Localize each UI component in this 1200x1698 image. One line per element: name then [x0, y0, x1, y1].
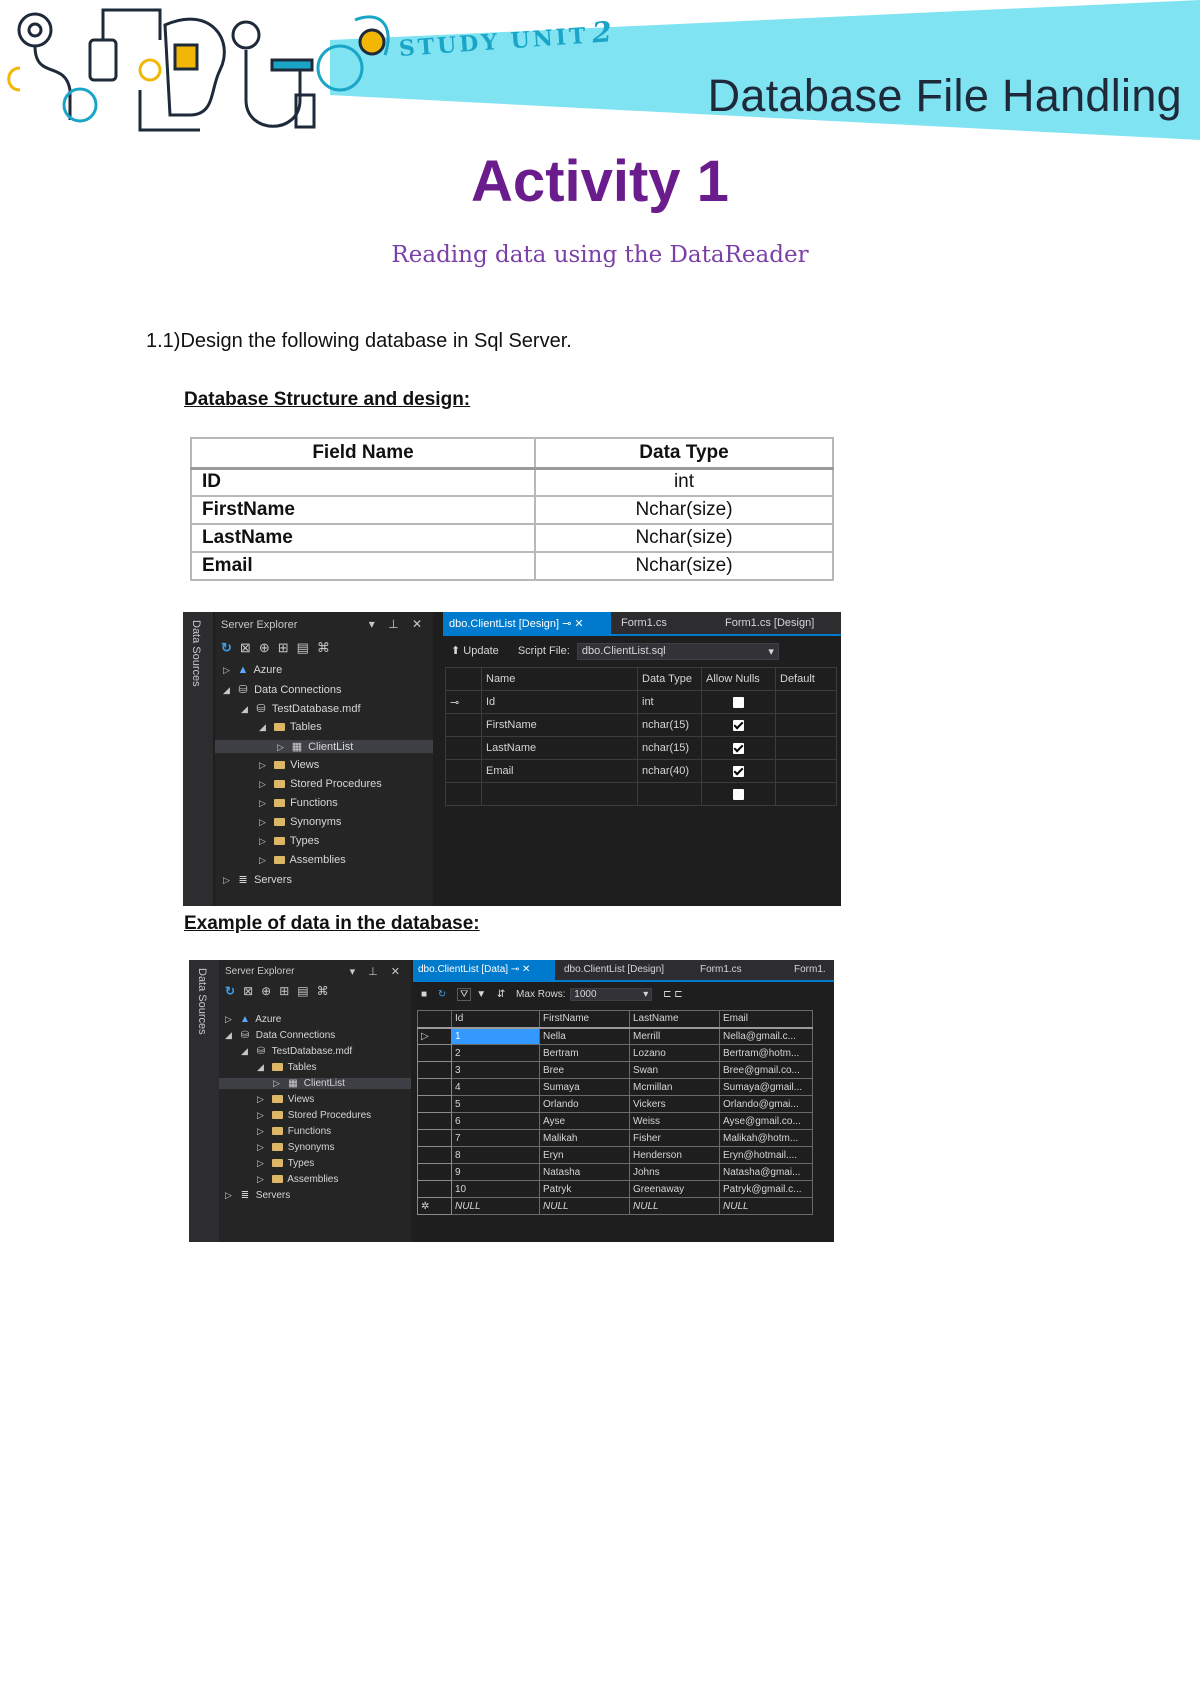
data-sources-label: Data Sources	[196, 968, 208, 1035]
study-unit-number: 2	[591, 14, 616, 50]
explorer-toolbar	[221, 640, 338, 656]
folder-icon	[272, 1175, 283, 1183]
properties-icon[interactable]: ⌘	[316, 984, 337, 998]
pin-close-icon[interactable]: ⊸ ✕	[510, 964, 531, 975]
chevron-down-icon: ▾	[643, 989, 649, 1000]
data-grid-header	[418, 1011, 813, 1028]
col-data-type: Data Type	[638, 668, 702, 691]
folder-icon	[274, 761, 285, 769]
tab-underline	[443, 634, 841, 636]
data-connections-icon: ⛁	[240, 1030, 250, 1041]
pin-close-icon[interactable]: ⊸ ✕	[562, 618, 584, 630]
col-allow-nulls: Allow Nulls	[702, 668, 776, 691]
study-unit-text: STUDY UNIT	[398, 22, 590, 63]
table-row[interactable]: 10 Patryk Greenaway Patryk@gmail.c...	[418, 1181, 813, 1198]
field-table-header-row	[191, 438, 833, 468]
new-row-icon[interactable]: ✲	[418, 1198, 452, 1215]
panel-controls[interactable]: ▾ ⊥ ✕	[368, 617, 427, 631]
tree-node-types[interactable]: ▷ Types	[259, 835, 320, 847]
tab-clientlist-data[interactable]: dbo.ClientList [Data] ⊸ ✕	[413, 960, 555, 982]
stop-icon[interactable]: ⊠	[239, 640, 259, 655]
update-button[interactable]: ⬆ Update	[451, 645, 499, 657]
tree-node-views[interactable]: ▷ Views	[257, 1094, 315, 1105]
folder-icon	[274, 780, 285, 788]
tree-node-stored-procedures[interactable]: ▷ Stored Procedures	[259, 778, 382, 790]
table-row	[191, 552, 833, 580]
data-view-screenshot	[189, 960, 834, 1242]
tree-node-tables[interactable]: ◢ Tables	[257, 1062, 317, 1073]
table-row[interactable]: FirstName nchar(15)	[446, 714, 837, 737]
table-row[interactable]: 6 Ayse Weiss Ayse@gmail.co...	[418, 1113, 813, 1130]
folder-icon	[274, 856, 285, 864]
server-explorer-panel	[219, 960, 411, 1242]
tab-form1-cs[interactable]: Form1.cs	[700, 964, 742, 975]
chevron-down-icon: ▾	[768, 646, 774, 658]
table-row[interactable]: ⊸ Id int	[446, 691, 837, 714]
field-type: int	[535, 468, 833, 496]
allow-nulls-checkbox[interactable]	[733, 697, 744, 708]
refresh-icon[interactable]: ↻	[225, 984, 244, 998]
field-name: LastName	[191, 524, 535, 552]
azure-icon: ▲	[240, 1014, 250, 1025]
tab-form1-cs[interactable]: Form1.cs	[621, 617, 667, 629]
stop-icon[interactable]: ■	[421, 989, 428, 1000]
design-grid-header	[446, 668, 837, 691]
connect-database-icon[interactable]: ⊕	[258, 640, 278, 655]
allow-nulls-checkbox[interactable]	[733, 766, 744, 777]
tree-node-azure[interactable]: ▷ ▲ Azure	[223, 664, 283, 676]
field-type: Nchar(size)	[535, 552, 833, 580]
activity-subtitle: Reading data using the DataReader	[391, 242, 809, 268]
table-row[interactable]: 5 Orlando Vickers Orlando@gmai...	[418, 1096, 813, 1113]
table-row[interactable]	[446, 783, 837, 806]
header-data-type: Data Type	[535, 438, 833, 468]
tree-node-assemblies[interactable]: ▷ Assemblies	[257, 1174, 339, 1185]
servers-icon: ≣	[240, 1190, 250, 1201]
design-view-screenshot	[183, 612, 841, 906]
field-type: Nchar(size)	[535, 496, 833, 524]
explorer-toolbar	[225, 984, 337, 998]
max-rows-select[interactable]: 1000 ▾	[570, 988, 652, 1001]
document-tabs	[413, 960, 834, 980]
design-toolbar	[451, 643, 779, 660]
tree-node-synonyms[interactable]: ▷ Synonyms	[257, 1142, 335, 1153]
stop-icon[interactable]: ⊠	[243, 984, 262, 998]
table-row[interactable]: 8 Eryn Henderson Eryn@hotmail....	[418, 1147, 813, 1164]
max-rows-label: Max Rows:	[516, 989, 566, 1000]
activity-title: Activity 1	[471, 149, 729, 214]
col-name: Name	[482, 668, 638, 691]
data-toolbar	[421, 988, 683, 1001]
folder-icon	[274, 723, 285, 731]
col-default: Default	[776, 668, 837, 691]
structure-heading: Database Structure and design:	[184, 389, 471, 410]
connect-server-icon[interactable]: ⊞	[279, 984, 298, 998]
tree-node-data-connections[interactable]: ◢ ⛁ Data Connections	[225, 1030, 336, 1041]
tree-node-types[interactable]: ▷ Types	[257, 1158, 315, 1169]
example-heading: Example of data in the database:	[184, 913, 480, 934]
tab-form1-design[interactable]: Form1.cs [Design]	[725, 617, 815, 629]
tree-node-data-connections[interactable]: ◢ ⛁ Data Connections	[223, 684, 342, 696]
folder-icon	[272, 1127, 283, 1135]
folder-icon	[272, 1159, 283, 1167]
filter-icon[interactable]: ⛛	[457, 988, 471, 1001]
col-id[interactable]: Id	[452, 1011, 540, 1028]
tree-node-views[interactable]: ▷ Views	[259, 759, 320, 771]
azure-icon: ▲	[237, 664, 249, 676]
document-tabs	[443, 612, 841, 634]
field-table	[190, 437, 834, 581]
refresh-icon[interactable]: ↻	[437, 989, 447, 1000]
col-email[interactable]: Email	[720, 1011, 813, 1028]
table-row	[191, 468, 833, 496]
filter-icon[interactable]: ▤	[296, 640, 317, 655]
tree-node-azure[interactable]: ▷ ▲ Azure	[225, 1014, 282, 1025]
field-name: ID	[191, 468, 535, 496]
table-row[interactable]: 7 Malikah Fisher Malikah@hotm...	[418, 1130, 813, 1147]
table-icon: ▦	[288, 1078, 298, 1089]
script-file-select[interactable]: dbo.ClientList.sql ▾	[577, 643, 779, 660]
tree-node-functions[interactable]: ▷ Functions	[259, 797, 338, 809]
server-explorer-title: Server Explorer	[225, 966, 295, 977]
table-row[interactable]: Email nchar(40)	[446, 760, 837, 783]
table-row[interactable]: 9 Natasha Johns Natasha@gmai...	[418, 1164, 813, 1181]
filter-clear-icon[interactable]: ▼	[476, 989, 487, 1000]
table-row[interactable]: 3 Bree Swan Bree@gmail.co...	[418, 1062, 813, 1079]
table-row	[191, 496, 833, 524]
folder-icon	[274, 837, 285, 845]
export-icon[interactable]: ⊏ ⊏	[663, 989, 683, 1000]
field-type: Nchar(size)	[535, 524, 833, 552]
table-row[interactable]: 4 Sumaya Mcmillan Sumaya@gmail...	[418, 1079, 813, 1096]
design-grid	[445, 667, 837, 806]
servers-icon: ≣	[238, 874, 248, 886]
primary-key-icon: ⊸	[446, 691, 482, 714]
data-sources-strip[interactable]	[183, 612, 213, 906]
script-icon[interactable]: ⇵	[496, 989, 506, 1000]
filter-icon[interactable]: ▤	[297, 984, 317, 998]
table-icon: ▦	[291, 741, 303, 753]
table-row	[191, 524, 833, 552]
row-indicator-icon[interactable]: ▷	[418, 1028, 452, 1045]
script-file-label: Script File:	[517, 645, 570, 657]
folder-icon	[274, 799, 285, 807]
server-explorer-panel	[215, 612, 433, 906]
connect-database-icon[interactable]: ⊕	[261, 984, 280, 998]
tab-underline	[413, 980, 834, 982]
table-row[interactable]: 2 Bertram Lozano Bertram@hotm...	[418, 1045, 813, 1062]
instruction-text: 1.1)Design the following database in Sql Server.	[146, 330, 572, 352]
tree-node-stored-procedures[interactable]: ▷ Stored Procedures	[257, 1110, 372, 1121]
database-icon: ⛁	[256, 1046, 266, 1057]
folder-icon	[272, 1111, 283, 1119]
tab-clientlist-design[interactable]: dbo.ClientList [Design] ⊸ ✕	[443, 612, 611, 634]
table-row[interactable]: ✲ NULL NULL NULL NULL	[418, 1198, 813, 1215]
tree-node-assemblies[interactable]: ▷ Assemblies	[259, 854, 346, 866]
allow-nulls-checkbox[interactable]	[733, 789, 744, 800]
connect-server-icon[interactable]: ⊞	[277, 640, 297, 655]
database-icon: ⛁	[256, 703, 266, 715]
data-connections-icon: ⛁	[238, 684, 248, 696]
tree-node-tables[interactable]: ◢ Tables	[259, 721, 322, 733]
field-name: Email	[191, 552, 535, 580]
tree-node-servers[interactable]: ▷ ≣ Servers	[223, 874, 292, 886]
folder-icon	[272, 1063, 283, 1071]
folder-icon	[272, 1143, 283, 1151]
tree-node-clientlist[interactable]: ▷ ▦ ClientList	[215, 740, 433, 753]
panel-controls[interactable]: ▾ ⊥ ✕	[349, 966, 405, 978]
data-sources-strip[interactable]	[189, 960, 219, 1242]
folder-icon	[272, 1095, 283, 1103]
field-name: FirstName	[191, 496, 535, 524]
tree-node-servers[interactable]: ▷ ≣ Servers	[225, 1190, 291, 1201]
tree-node-synonyms[interactable]: ▷ Synonyms	[259, 816, 342, 828]
tab-clientlist-design[interactable]: dbo.ClientList [Design]	[564, 964, 665, 975]
allow-nulls-checkbox[interactable]	[733, 743, 744, 754]
tree-node-testdatabase[interactable]: ◢ ⛁ TestDatabase.mdf	[241, 703, 361, 715]
folder-icon	[274, 818, 285, 826]
document-title: Database File Handling	[707, 70, 1182, 121]
refresh-icon[interactable]: ↻	[221, 640, 240, 655]
data-sources-label: Data Sources	[190, 620, 202, 687]
tree-node-testdatabase[interactable]: ◢ ⛁ TestDatabase.mdf	[241, 1046, 353, 1057]
tree-node-clientlist[interactable]: ▷ ▦ ClientList	[219, 1078, 411, 1089]
server-explorer-title: Server Explorer	[221, 619, 298, 631]
data-grid	[417, 1010, 813, 1215]
table-row[interactable]: LastName nchar(15)	[446, 737, 837, 760]
header-banner	[0, 0, 1200, 140]
properties-icon[interactable]: ⌘	[316, 640, 338, 655]
tab-form1-partial[interactable]: Form1.	[794, 964, 826, 975]
table-row[interactable]: ▷ 1 Nella Merrill Nella@gmail.c...	[418, 1028, 813, 1045]
header-field-name: Field Name	[191, 438, 535, 468]
col-lastname[interactable]: LastName	[630, 1011, 720, 1028]
tree-node-functions[interactable]: ▷ Functions	[257, 1126, 332, 1137]
allow-nulls-checkbox[interactable]	[733, 720, 744, 731]
col-firstname[interactable]: FirstName	[540, 1011, 630, 1028]
